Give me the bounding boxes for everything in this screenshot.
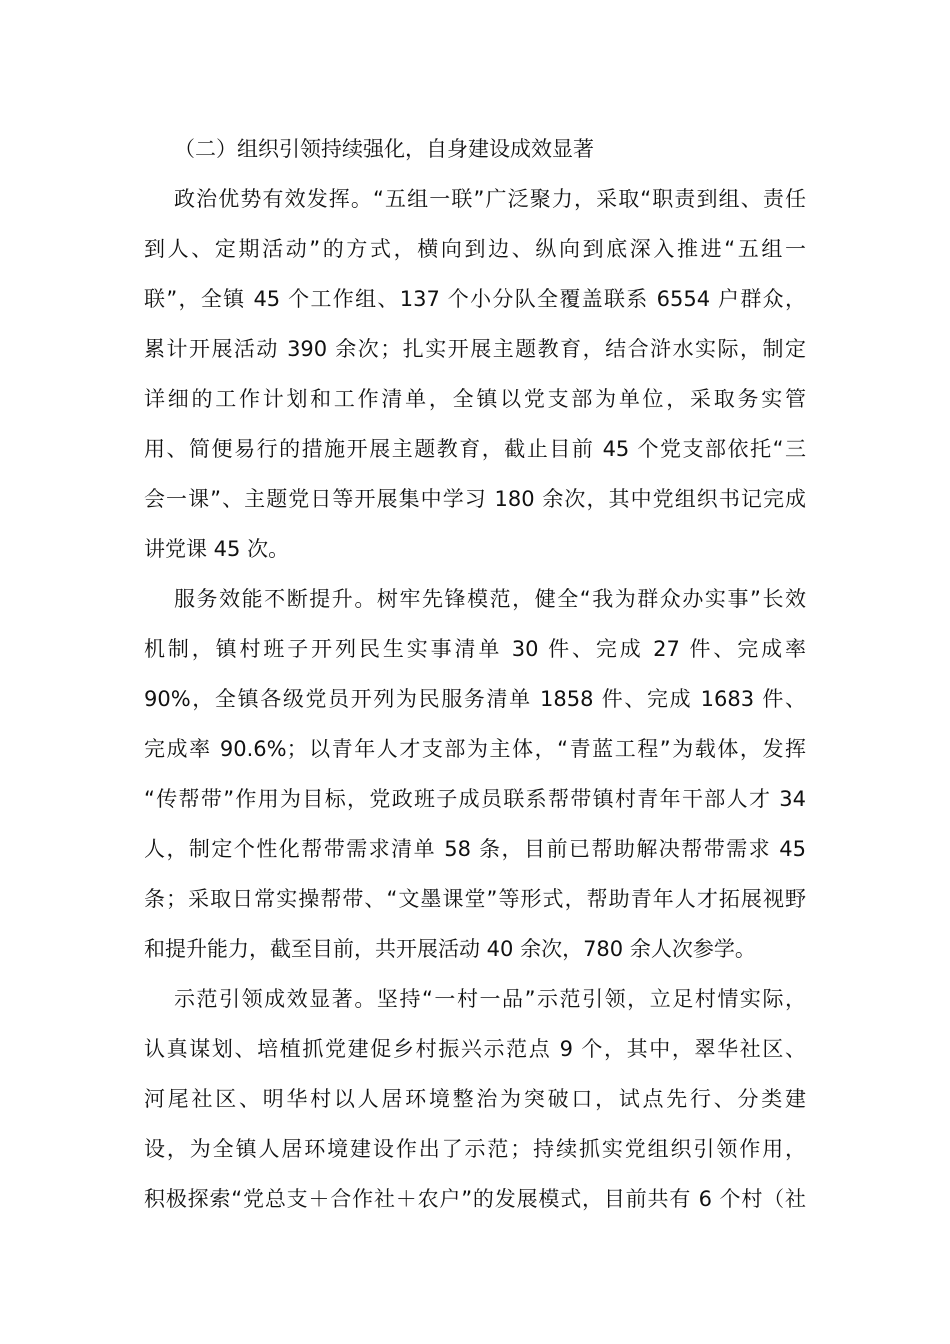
paragraph-line: 积极探索“党总支＋合作社＋农户”的发展模式，目前共有 6 个村（社	[144, 1187, 806, 1211]
paragraph-line: 完成率 90.6%；以青年人才支部为主体，“青蓝工程”为载体，发挥	[144, 737, 806, 761]
paragraph-line: 用、简便易行的措施开展主题教育，截止目前 45 个党支部依托“三	[144, 437, 806, 461]
paragraph-line: 政治优势有效发挥。“五组一联”广泛聚力，采取“职责到组、责任	[174, 187, 806, 211]
paragraph-line: 机制，镇村班子开列民生实事清单 30 件、完成 27 件、完成率	[144, 637, 806, 661]
paragraph-line: 认真谋划、培植抓党建促乡村振兴示范点 9 个，其中，翠华社区、	[144, 1037, 806, 1061]
paragraph-line: “传帮带”作用为目标，党政班子成员联系帮带镇村青年干部人才 34	[144, 787, 806, 811]
paragraph-line: 详细的工作计划和工作清单，全镇以党支部为单位，采取务实管	[144, 387, 806, 411]
paragraph-line: 会一课”、主题党日等开展集中学习 180 余次，其中党组织书记完成	[144, 487, 806, 511]
paragraph-line: 到人、定期活动”的方式，横向到边、纵向到底深入推进“五组一	[144, 237, 806, 261]
paragraph-line: 服务效能不断提升。树牢先锋模范，健全“我为群众办实事”长效	[174, 587, 806, 611]
paragraph-line: 联”，全镇 45 个工作组、137 个小分队全覆盖联系 6554 户群众，	[144, 287, 806, 311]
paragraph-line: 示范引领成效显著。坚持“一村一品”示范引领，立足村情实际，	[174, 987, 806, 1011]
paragraph-line: 90%，全镇各级党员开列为民服务清单 1858 件、完成 1683 件、	[144, 687, 806, 711]
section-heading: （二）组织引领持续强化，自身建设成效显著	[174, 137, 594, 161]
paragraph-line: 和提升能力，截至目前，共开展活动 40 余次，780 余人次参学。	[144, 937, 756, 961]
paragraph-line: 河尾社区、明华村以人居环境整治为突破口，试点先行、分类建	[144, 1087, 806, 1111]
paragraph-line: 累计开展活动 390 余次；扎实开展主题教育，结合浒水实际，制定	[144, 337, 806, 361]
paragraph-line: 条；采取日常实操帮带、“文墨课堂”等形式，帮助青年人才拓展视野	[144, 887, 806, 911]
paragraph-line: 讲党课 45 次。	[144, 537, 290, 561]
paragraph-line: 设，为全镇人居环境建设作出了示范；持续抓实党组织引领作用，	[144, 1137, 806, 1161]
paragraph-line: 人，制定个性化帮带需求清单 58 条，目前已帮助解决帮带需求 45	[144, 837, 806, 861]
